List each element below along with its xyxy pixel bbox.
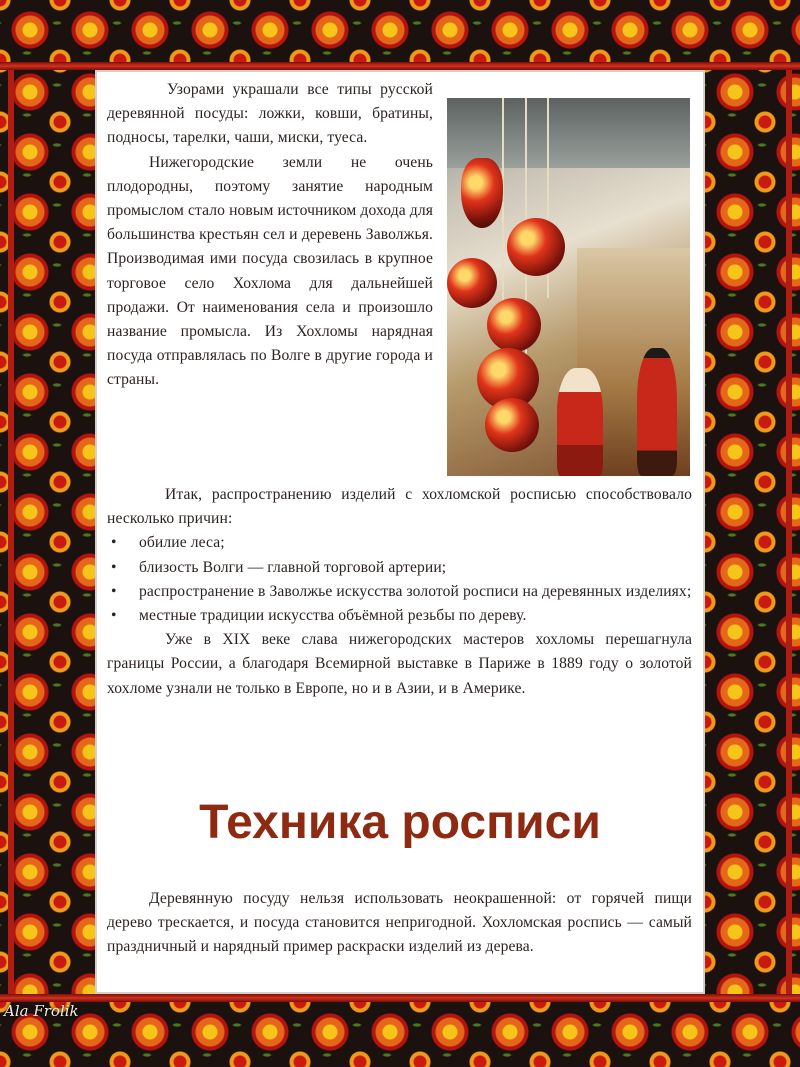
reasons-block <box>107 483 692 701</box>
ornament-border-left <box>0 62 95 1002</box>
list-item: • распространение в Заволжье искусства золотой росписи на деревянных изделиях; <box>107 580 692 604</box>
paragraph-fame: Уже в XIX веке слава нижегородских мастеров хохломы перешагнула границы России, а благодаря Всемирной выставке в Париже в 1889 году о золотой хохломе узнали не только в Европе, но и в Азии, и в Америке. <box>107 631 692 697</box>
red-band-right <box>786 70 792 994</box>
section-heading: Техника росписи <box>199 796 601 849</box>
red-band-bottom <box>0 994 800 1002</box>
ornament-border-top <box>0 0 800 62</box>
reasons-list <box>107 531 692 628</box>
paragraph-technique: Деревянную посуду нельзя использовать неокрашенной: от горячей пищи дерево трескается, и посуда становится непригодной. Хохломская роспись — самый праздничный и нарядный пример раскраски изделий из дерева. <box>107 890 692 956</box>
painted-ornament <box>485 398 539 452</box>
painted-ornament <box>507 218 565 276</box>
author-signature: Ala Frolik <box>4 1002 79 1020</box>
painted-ornament <box>461 158 503 228</box>
paragraph-history: Нижегородские земли не очень плодородны, поэтому занятие народным промыслом стало новым источником дохода для большинства крестьян сел и деревень Заволжья. Производимая ими посуда свозилась в крупное торговое село Хохлома для дальнейшей продажи. От наименования села и произошло название промысла. Из Хохломы нарядная посуда отправлялась по Волге в другие города и страны. <box>107 153 433 389</box>
red-band-top <box>0 62 800 70</box>
paragraph-dishes: Узорами украшали все типы русской деревянной посуды: ложки, ковши, братины, подносы, тарелки, чаши, миски, туеса. <box>107 81 433 147</box>
list-item: • близость Волги — главной торговой артерии; <box>107 556 692 580</box>
technique-text-block <box>107 887 692 960</box>
painted-vase <box>637 348 677 476</box>
painted-ornament <box>447 258 497 308</box>
list-item: • местные традиции искусства объёмной резьбы по дереву. <box>107 604 692 628</box>
intro-text-block <box>107 78 433 393</box>
reasons-intro: Итак, распространению изделий с хохломской росписью способствовало несколько причин: <box>107 486 692 528</box>
matryoshka-doll <box>557 368 603 476</box>
ornament-border-bottom <box>0 1002 800 1067</box>
khokhloma-ornaments-photo <box>447 98 690 476</box>
painted-ornament <box>487 298 541 352</box>
list-item: • обилие леса; <box>107 531 692 555</box>
red-band-left <box>8 70 14 994</box>
